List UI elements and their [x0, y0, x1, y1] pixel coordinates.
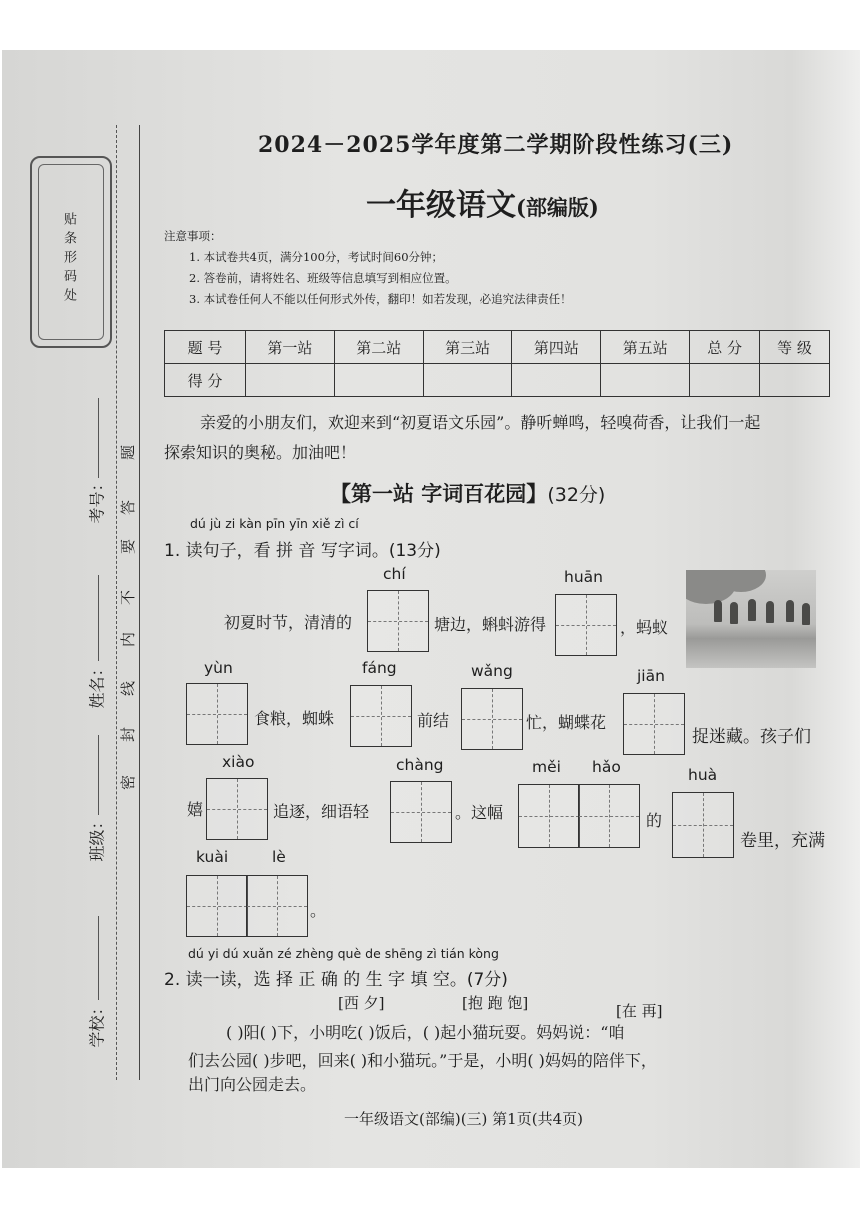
- q1-text: 。: [310, 901, 327, 920]
- q1-pinyin-prompt: yùn: [204, 659, 233, 677]
- answer-box[interactable]: [206, 778, 268, 840]
- q1-text: 忙，蝴蝶花: [526, 713, 607, 732]
- score-col-header: 第四站: [512, 331, 601, 364]
- station1-points: (32分): [547, 484, 606, 506]
- q1-pinyin-prompt: kuài: [196, 848, 229, 866]
- q1-text: 嬉: [187, 800, 204, 819]
- binding-solid-line: [139, 125, 140, 1080]
- score-cell[interactable]: [423, 364, 512, 397]
- q2-instruction: 2. 读一读，选 择 正 确 的 生 字 填 空。(7分): [164, 970, 508, 990]
- q2-choice-group: [西 夕]: [338, 994, 385, 1012]
- subject-title: 一年级语文: [366, 188, 516, 223]
- answer-box[interactable]: [623, 693, 685, 755]
- q1-text: 前结: [417, 711, 450, 730]
- station1-heading: [330, 478, 605, 508]
- answer-box[interactable]: [555, 594, 617, 656]
- score-cell[interactable]: [760, 364, 830, 397]
- exam-number-line[interactable]: [98, 398, 99, 478]
- q1-pinyin-prompt: měi: [532, 758, 561, 776]
- notice-heading: 注意事项：: [164, 229, 222, 243]
- exam-title: 2024－2025学年度第二学期阶段性练习(三): [258, 132, 734, 158]
- q1-pinyin-prompt: chí: [383, 565, 406, 583]
- page-footer: 一年级语文(部编)(三) 第1页(共4页): [344, 1110, 583, 1128]
- intro-line: 探索知识的奥秘。加油吧！: [164, 443, 357, 462]
- seal-char: 题: [119, 444, 138, 461]
- score-cell[interactable]: [246, 364, 335, 397]
- intro-line: 亲爱的小朋友们，欢迎来到“初夏语文乐园”。静听蝉鸣，轻嗅荷香，让我们一起: [200, 413, 761, 432]
- score-table-header-row: [165, 331, 830, 364]
- q1-text: 。这幅: [455, 803, 504, 822]
- seal-char: 内: [119, 631, 138, 648]
- q1-text: 食粮，蜘蛛: [254, 709, 335, 728]
- barcode-label: 贴条形码处: [61, 212, 76, 307]
- q2-passage-line: 出门向公园走去。: [188, 1075, 317, 1094]
- q2-pinyin: dú yi dú xuǎn zé zhèng què de shēng zì tián kòng: [188, 946, 499, 961]
- school-line[interactable]: [98, 916, 99, 1000]
- q1-text: 塘边，蝌蚪游得: [434, 615, 547, 634]
- illustration-image: [686, 570, 816, 668]
- score-cell[interactable]: [334, 364, 423, 397]
- q1-text: 初夏时节，清清的: [224, 613, 353, 632]
- notice-item: 3. 本试卷任何人不能以任何形式外传，翻印！如若发现，必追究法律责任！: [189, 292, 572, 306]
- answer-box[interactable]: [367, 590, 429, 652]
- q1-text: 的: [646, 811, 663, 830]
- q1-pinyin-prompt: huān: [564, 568, 603, 586]
- score-col-header: 等 级: [760, 331, 830, 364]
- score-cell[interactable]: [601, 364, 690, 397]
- q2-passage-line: 们去公园( )步吧，回来( )和小猫玩。”于是，小明( )妈妈的陪伴下，: [188, 1051, 657, 1070]
- intro-paragraph: [164, 408, 760, 468]
- q2-choice-group: [在 再]: [616, 1002, 663, 1020]
- q1-pinyin-prompt: hǎo: [592, 758, 621, 776]
- q2-passage-line: ( )阳( )下，小明吃( )饭后，( )起小猫玩耍。妈妈说：“咱: [226, 1023, 625, 1042]
- score-col-header: 第二站: [334, 331, 423, 364]
- barcode-box: [30, 156, 112, 348]
- score-row-label: 得 分: [165, 364, 246, 397]
- q1-text: 卷里，充满: [740, 831, 825, 851]
- q1-pinyin-prompt: wǎng: [471, 662, 513, 680]
- q2-choice-group: [抱 跑 饱]: [462, 994, 529, 1012]
- q1-instruction: 1. 读句子，看 拼 音 写字词。(13分): [164, 541, 441, 561]
- q1-pinyin-prompt: chàng: [396, 756, 444, 774]
- answer-box[interactable]: [350, 685, 412, 747]
- station1-title: 【第一站 字词百花园】: [330, 482, 548, 506]
- score-col-header: 第五站: [601, 331, 690, 364]
- q1-text: 追逐，细语轻: [273, 802, 370, 821]
- answer-box[interactable]: [672, 792, 734, 858]
- score-table-score-row: [165, 364, 830, 397]
- school-label: 学校：: [87, 999, 107, 1048]
- seal-char: 答: [119, 499, 138, 516]
- score-col-header: 总 分: [690, 331, 760, 364]
- notice-item: 2. 答卷前，请将姓名、班级等信息填写到相应位置。: [189, 271, 457, 285]
- q1-pinyin-prompt: fáng: [362, 659, 397, 677]
- seal-char: 密: [119, 774, 138, 791]
- score-col-header: 题 号: [165, 331, 246, 364]
- answer-box[interactable]: [578, 784, 640, 848]
- answer-box[interactable]: [186, 683, 248, 745]
- seal-char: 封: [119, 726, 138, 743]
- seal-char: 要: [119, 538, 138, 555]
- q1-pinyin-prompt: huà: [688, 766, 718, 784]
- seal-char: 不: [119, 589, 138, 606]
- edition-label: (部编版): [516, 195, 599, 220]
- score-col-header: 第一站: [246, 331, 335, 364]
- class-line[interactable]: [98, 735, 99, 815]
- score-cell[interactable]: [512, 364, 601, 397]
- exam-number-label: 考号：: [87, 475, 107, 524]
- q1-text: 捉迷藏。孩子们: [692, 727, 811, 747]
- answer-box[interactable]: [518, 784, 580, 848]
- notice-block: [164, 226, 572, 310]
- seal-char: 线: [119, 680, 138, 697]
- answer-box[interactable]: [390, 781, 452, 843]
- class-label: 班级：: [87, 813, 107, 862]
- q1-pinyin-prompt: lè: [272, 848, 286, 866]
- score-col-header: 第三站: [423, 331, 512, 364]
- answer-box[interactable]: [246, 875, 308, 937]
- name-label: 姓名：: [87, 660, 107, 709]
- score-cell[interactable]: [690, 364, 760, 397]
- exam-subtitle: [366, 180, 599, 224]
- q1-text: ，蚂蚁: [620, 618, 669, 637]
- notice-item: 1. 本试卷共4页，满分100分，考试时间60分钟；: [189, 250, 444, 264]
- q1-pinyin-prompt: xiào: [222, 753, 255, 771]
- name-line[interactable]: [98, 575, 99, 661]
- answer-box[interactable]: [461, 688, 523, 750]
- answer-box[interactable]: [186, 875, 248, 937]
- q1-pinyin: dú jù zi kàn pīn yīn xiě zì cí: [190, 516, 359, 531]
- q1-pinyin-prompt: jiān: [637, 667, 665, 685]
- score-table: [164, 330, 830, 397]
